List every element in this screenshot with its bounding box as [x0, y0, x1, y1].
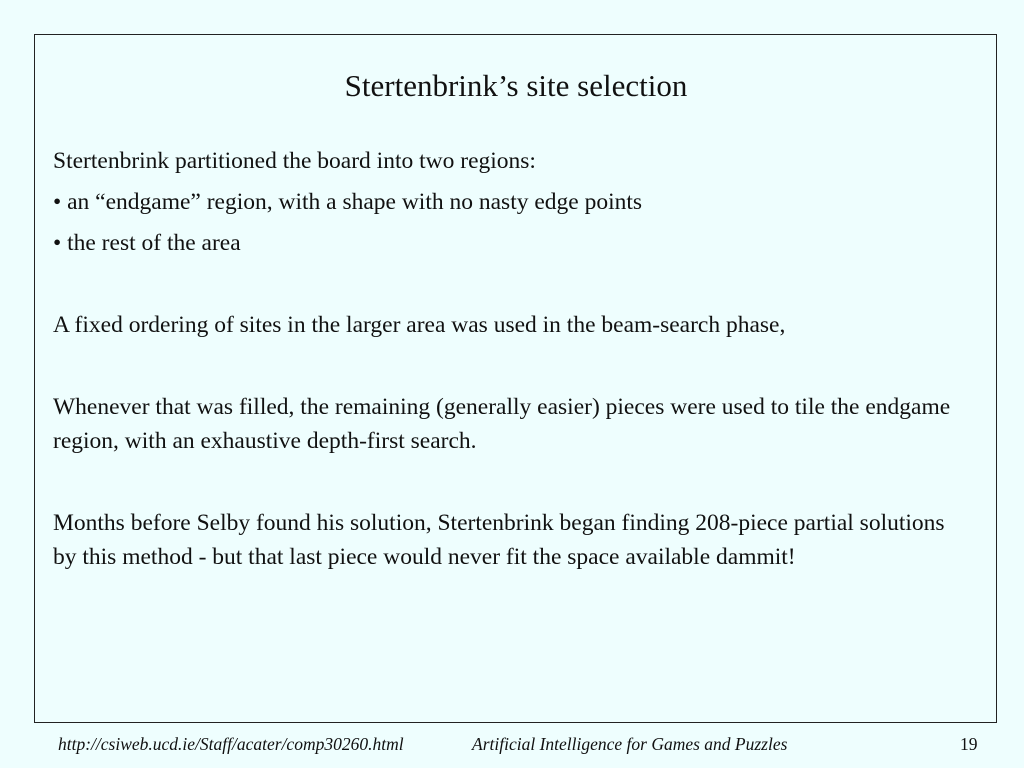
- slide-footer: [0, 731, 1024, 761]
- footer-page-number: 19: [960, 734, 978, 754]
- paragraph-fixed-ordering: A fixed ordering of sites in the larger area was used in the beam-search phase,: [53, 312, 786, 338]
- paragraph-months-before: Months before Selby found his solution, Stertenbrink began finding 208-piece partial solutions by this method - but that last piece would never fit the space available dammit!: [53, 510, 945, 570]
- footer-url-link[interactable]: http://csiweb.ucd.ie/Staff/acater/comp30260.html: [58, 734, 404, 754]
- slide-title: Stertenbrink’s site selection: [344, 68, 688, 103]
- paragraph-whenever-filled: Whenever that was filled, the remaining (generally easier) pieces were used to tile the endgame region, with an exhaustive depth-first search.: [53, 394, 951, 454]
- bullet-endgame-region: • an “endgame” region, with a shape with no nasty edge points: [53, 189, 643, 215]
- paragraph-intro: Stertenbrink partitioned the board into two regions:: [53, 148, 536, 174]
- slide-frame: [34, 34, 997, 723]
- footer-course-title: Artificial Intelligence for Games and Puzzles: [472, 734, 788, 754]
- bullet-rest-of-area: • the rest of the area: [53, 230, 241, 256]
